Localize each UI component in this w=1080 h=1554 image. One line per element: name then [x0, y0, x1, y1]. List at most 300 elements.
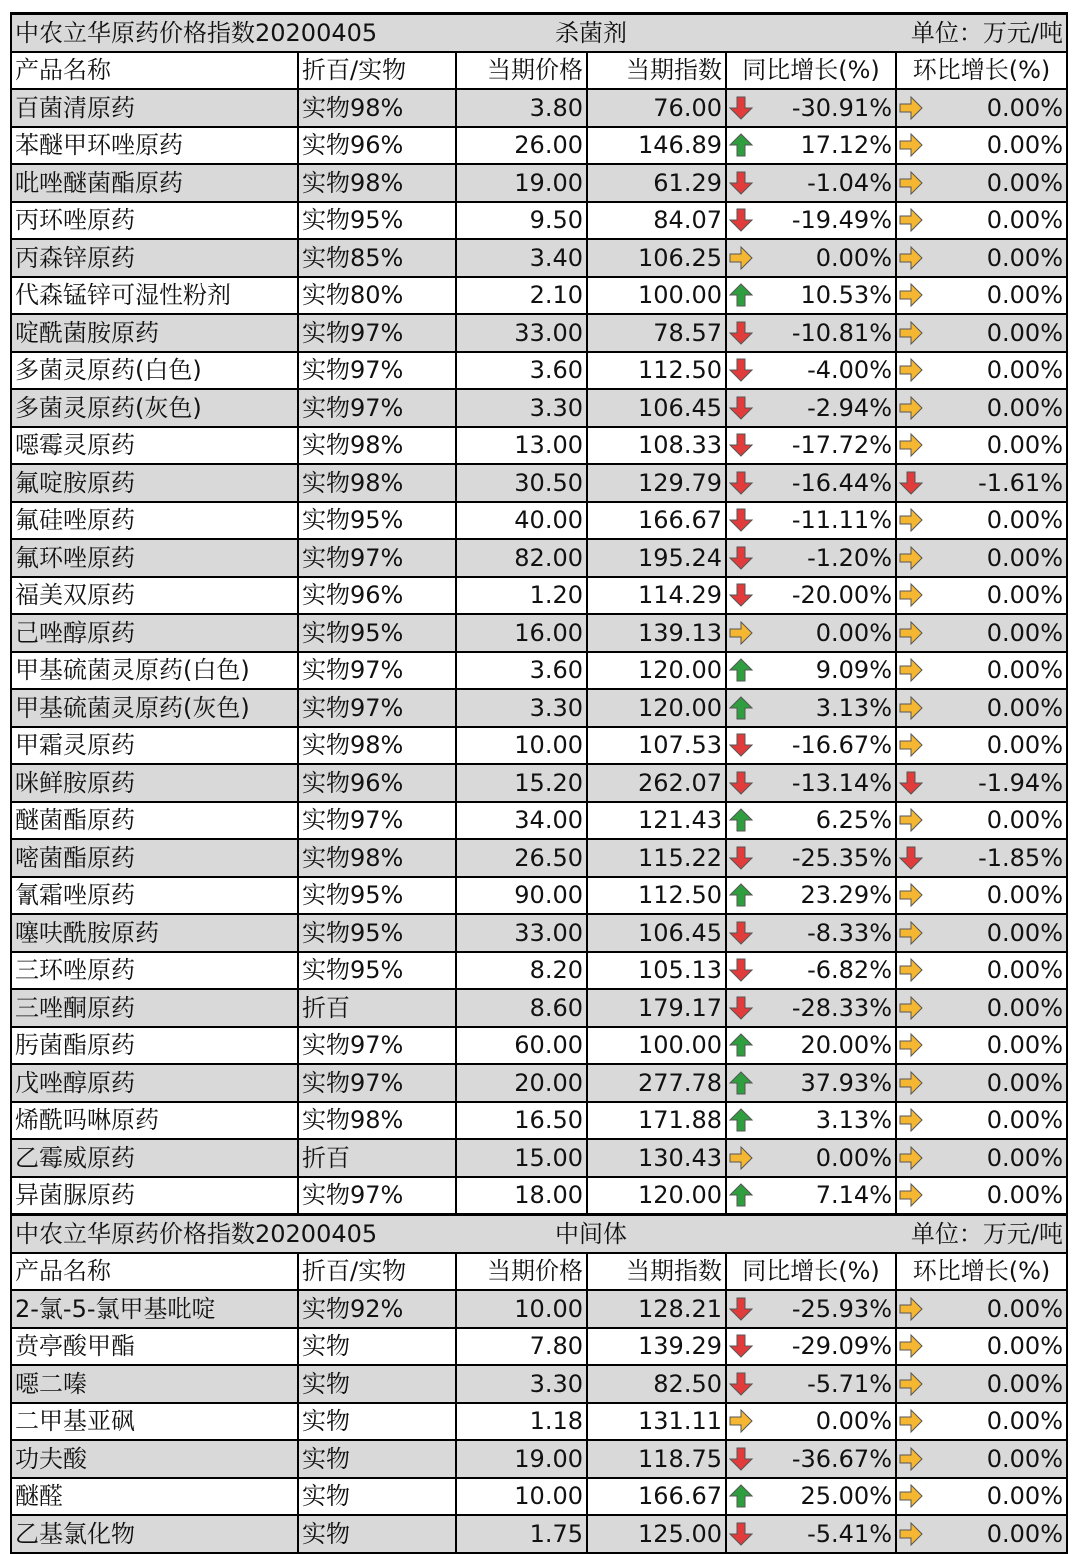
arrow-right-icon: [899, 733, 923, 757]
yoy-value: 3.13%: [815, 693, 892, 722]
mom-cell: [896, 314, 1067, 352]
price-cell: 40.00: [456, 502, 587, 540]
price-cell: 9.50: [456, 202, 587, 240]
product-name-cell: 醚醛: [11, 1478, 298, 1516]
arrow-down-icon: [729, 433, 753, 457]
table-row: [11, 277, 1067, 315]
index-cell: 120.00: [587, 689, 726, 727]
column-header: 环比增长(%): [896, 1253, 1067, 1291]
spec-cell: 实物80%: [298, 277, 456, 315]
mom-value: 0.00%: [986, 1407, 1063, 1436]
table-row: [11, 464, 1067, 502]
arrow-right-icon: [899, 1409, 923, 1433]
arrow-up-icon: [729, 1108, 753, 1132]
arrow-right-icon: [899, 208, 923, 232]
yoy-cell: [726, 839, 896, 877]
price-cell: 1.20: [456, 577, 587, 615]
table-row: [11, 989, 1067, 1027]
index-cell: 112.50: [587, 877, 726, 915]
table-row: [11, 89, 1067, 127]
product-name-cell: 甲基硫菌灵原药(白色): [11, 652, 298, 690]
product-name-cell: 甲基硫菌灵原药(灰色): [11, 689, 298, 727]
yoy-value: 0.00%: [815, 618, 892, 647]
yoy-value: 7.14%: [815, 1181, 892, 1210]
mom-cell: [896, 1328, 1067, 1366]
yoy-cell: [726, 1290, 896, 1328]
mom-value: 0.00%: [986, 1143, 1063, 1172]
index-cell: 112.50: [587, 352, 726, 390]
yoy-cell: [726, 1177, 896, 1215]
yoy-value: 3.13%: [815, 1106, 892, 1135]
arrow-down-icon: [729, 396, 753, 420]
mom-value: 0.00%: [986, 1106, 1063, 1135]
column-header: 产品名称: [11, 1253, 298, 1291]
yoy-value: -8.33%: [807, 918, 892, 947]
spec-cell: 实物95%: [298, 202, 456, 240]
arrow-down-icon: [729, 1334, 753, 1358]
table-row: [11, 1328, 1067, 1366]
price-cell: 90.00: [456, 877, 587, 915]
index-cell: 82.50: [587, 1365, 726, 1403]
mom-value: 0.00%: [986, 693, 1063, 722]
mom-cell: [896, 1177, 1067, 1215]
mom-value: 0.00%: [986, 1294, 1063, 1323]
arrow-right-icon: [899, 1183, 923, 1207]
arrow-up-icon: [729, 696, 753, 720]
product-name-cell: 醚菌酯原药: [11, 802, 298, 840]
arrow-down-icon: [729, 771, 753, 795]
mom-value: 0.00%: [986, 543, 1063, 572]
yoy-value: 37.93%: [800, 1068, 892, 1097]
mom-value: 0.00%: [986, 243, 1063, 272]
yoy-value: -36.67%: [791, 1444, 892, 1473]
arrow-right-icon: [899, 1146, 923, 1170]
mom-cell: [896, 952, 1067, 990]
spec-cell: 实物98%: [298, 839, 456, 877]
yoy-value: -25.35%: [791, 843, 892, 872]
arrow-down-icon: [729, 508, 753, 532]
mom-cell: [896, 577, 1067, 615]
column-header: 当期价格: [456, 1253, 587, 1291]
index-cell: 166.67: [587, 502, 726, 540]
mom-value: 0.00%: [986, 881, 1063, 910]
spec-cell: 实物98%: [298, 1102, 456, 1140]
yoy-cell: [726, 464, 896, 502]
mom-cell: [896, 202, 1067, 240]
arrow-down-icon: [729, 358, 753, 382]
table-row: [11, 1102, 1067, 1140]
index-cell: 107.53: [587, 727, 726, 765]
spec-cell: 实物97%: [298, 652, 456, 690]
price-cell: 16.50: [456, 1102, 587, 1140]
yoy-value: -13.14%: [791, 768, 892, 797]
table-row: [11, 764, 1067, 802]
product-name-cell: 肟菌酯原药: [11, 1027, 298, 1065]
section-category: 中间体: [456, 1215, 726, 1253]
column-header: 当期指数: [587, 52, 726, 90]
index-cell: 106.25: [587, 239, 726, 277]
arrow-down-icon: [729, 583, 753, 607]
index-cell: 262.07: [587, 764, 726, 802]
arrow-right-icon: [899, 921, 923, 945]
price-cell: 60.00: [456, 1027, 587, 1065]
yoy-value: -10.81%: [791, 318, 892, 347]
section-category: 杀菌剂: [456, 14, 726, 52]
table-row: [11, 389, 1067, 427]
spec-cell: 实物85%: [298, 239, 456, 277]
mom-cell: [896, 164, 1067, 202]
arrow-right-icon: [899, 996, 923, 1020]
yoy-value: -1.04%: [807, 168, 892, 197]
column-header: 同比增长(%): [726, 1253, 896, 1291]
mom-cell: [896, 689, 1067, 727]
spec-cell: 实物92%: [298, 1290, 456, 1328]
yoy-cell: [726, 314, 896, 352]
product-name-cell: 乙基氯化物: [11, 1515, 298, 1553]
index-cell: 179.17: [587, 989, 726, 1027]
mom-value: 0.00%: [986, 1181, 1063, 1210]
price-cell: 13.00: [456, 427, 587, 465]
price-index-sheet: [10, 12, 1066, 1554]
index-cell: 100.00: [587, 1027, 726, 1065]
mom-cell: [896, 877, 1067, 915]
product-name-cell: 甲霜灵原药: [11, 727, 298, 765]
index-cell: 120.00: [587, 652, 726, 690]
spec-cell: 实物95%: [298, 614, 456, 652]
arrow-right-icon: [729, 1146, 753, 1170]
arrow-down-icon: [729, 96, 753, 120]
price-index-table: [10, 12, 1068, 1554]
spec-cell: 实物97%: [298, 389, 456, 427]
index-cell: 84.07: [587, 202, 726, 240]
mom-cell: [896, 1290, 1067, 1328]
arrow-right-icon: [899, 508, 923, 532]
price-cell: 10.00: [456, 1290, 587, 1328]
yoy-cell: [726, 802, 896, 840]
spec-cell: 实物95%: [298, 952, 456, 990]
spec-cell: 实物97%: [298, 314, 456, 352]
arrow-right-icon: [899, 621, 923, 645]
product-name-cell: 烯酰吗啉原药: [11, 1102, 298, 1140]
price-cell: 33.00: [456, 314, 587, 352]
price-cell: 1.18: [456, 1403, 587, 1441]
product-name-cell: 氰霜唑原药: [11, 877, 298, 915]
price-cell: 3.30: [456, 1365, 587, 1403]
arrow-down-icon: [729, 471, 753, 495]
yoy-value: 20.00%: [800, 1031, 892, 1060]
arrow-right-icon: [899, 1447, 923, 1471]
price-cell: 7.80: [456, 1328, 587, 1366]
spec-cell: 折百: [298, 989, 456, 1027]
arrow-right-icon: [899, 283, 923, 307]
mom-value: 0.00%: [986, 1031, 1063, 1060]
mom-value: 0.00%: [986, 618, 1063, 647]
yoy-cell: [726, 652, 896, 690]
yoy-value: 17.12%: [800, 131, 892, 160]
mom-cell: [896, 277, 1067, 315]
arrow-right-icon: [729, 621, 753, 645]
spec-cell: 实物96%: [298, 764, 456, 802]
mom-value: 0.00%: [986, 1332, 1063, 1361]
yoy-cell: [726, 1064, 896, 1102]
mom-value: -1.85%: [978, 843, 1063, 872]
section-title: 中农立华原药价格指数20200405: [11, 14, 456, 52]
mom-cell: [896, 1064, 1067, 1102]
product-name-cell: 多菌灵原药(白色): [11, 352, 298, 390]
arrow-right-icon: [899, 133, 923, 157]
index-cell: 131.11: [587, 1403, 726, 1441]
yoy-value: -16.44%: [791, 468, 892, 497]
arrow-right-icon: [899, 958, 923, 982]
price-cell: 3.80: [456, 89, 587, 127]
yoy-cell: [726, 89, 896, 127]
arrow-right-icon: [899, 246, 923, 270]
table-row: [11, 577, 1067, 615]
arrow-down-icon: [729, 1297, 753, 1321]
price-cell: 3.30: [456, 689, 587, 727]
price-cell: 33.00: [456, 914, 587, 952]
column-header-row: [11, 52, 1067, 90]
mom-value: 0.00%: [986, 318, 1063, 347]
mom-cell: [896, 839, 1067, 877]
arrow-up-icon: [729, 1071, 753, 1095]
table-row: [11, 1177, 1067, 1215]
spec-cell: 实物98%: [298, 427, 456, 465]
arrow-right-icon: [899, 1071, 923, 1095]
arrow-right-icon: [899, 1484, 923, 1508]
product-name-cell: 氟硅唑原药: [11, 502, 298, 540]
product-name-cell: 多菌灵原药(灰色): [11, 389, 298, 427]
price-cell: 3.60: [456, 652, 587, 690]
index-cell: 166.67: [587, 1478, 726, 1516]
index-cell: 61.29: [587, 164, 726, 202]
mom-value: 0.00%: [986, 656, 1063, 685]
table-row: [11, 1478, 1067, 1516]
index-cell: 76.00: [587, 89, 726, 127]
price-cell: 3.60: [456, 352, 587, 390]
spec-cell: 实物97%: [298, 802, 456, 840]
arrow-right-icon: [899, 883, 923, 907]
arrow-right-icon: [899, 433, 923, 457]
product-name-cell: 己唑醇原药: [11, 614, 298, 652]
price-cell: 20.00: [456, 1064, 587, 1102]
yoy-cell: [726, 764, 896, 802]
mom-cell: [896, 89, 1067, 127]
section-unit: 单位：万元/吨: [726, 14, 1067, 52]
spec-cell: 实物98%: [298, 727, 456, 765]
arrow-right-icon: [899, 546, 923, 570]
mom-value: 0.00%: [986, 206, 1063, 235]
price-cell: 30.50: [456, 464, 587, 502]
yoy-cell: [726, 989, 896, 1027]
arrow-right-icon: [899, 1372, 923, 1396]
mom-cell: [896, 1478, 1067, 1516]
mom-value: 0.00%: [986, 581, 1063, 610]
product-name-cell: 啶酰菌胺原药: [11, 314, 298, 352]
mom-cell: [896, 1027, 1067, 1065]
arrow-right-icon: [899, 1108, 923, 1132]
arrow-right-icon: [899, 171, 923, 195]
arrow-right-icon: [899, 658, 923, 682]
price-cell: 18.00: [456, 1177, 587, 1215]
column-header: 同比增长(%): [726, 52, 896, 90]
yoy-value: -5.41%: [807, 1519, 892, 1548]
table-row: [11, 1440, 1067, 1478]
table-row: [11, 1139, 1067, 1177]
arrow-down-icon: [729, 208, 753, 232]
mom-cell: [896, 127, 1067, 165]
arrow-down-icon: [729, 733, 753, 757]
index-cell: 128.21: [587, 1290, 726, 1328]
yoy-value: 23.29%: [800, 881, 892, 910]
mom-value: 0.00%: [986, 1369, 1063, 1398]
price-cell: 1.75: [456, 1515, 587, 1553]
section-title: 中农立华原药价格指数20200405: [11, 1215, 456, 1253]
product-name-cell: 百菌清原药: [11, 89, 298, 127]
mom-value: 0.00%: [986, 993, 1063, 1022]
mom-value: -1.61%: [978, 468, 1063, 497]
yoy-cell: [726, 127, 896, 165]
arrow-up-icon: [729, 133, 753, 157]
price-cell: 10.00: [456, 1478, 587, 1516]
yoy-value: -1.20%: [807, 543, 892, 572]
column-header: 当期指数: [587, 1253, 726, 1291]
spec-cell: 实物98%: [298, 89, 456, 127]
arrow-down-icon: [729, 321, 753, 345]
yoy-value: -16.67%: [791, 731, 892, 760]
mom-cell: [896, 539, 1067, 577]
yoy-cell: [726, 1102, 896, 1140]
mom-value: 0.00%: [986, 918, 1063, 947]
mom-value: 0.00%: [986, 356, 1063, 385]
arrow-right-icon: [899, 808, 923, 832]
yoy-cell: [726, 1328, 896, 1366]
index-cell: 106.45: [587, 914, 726, 952]
spec-cell: 实物95%: [298, 502, 456, 540]
arrow-up-icon: [729, 1484, 753, 1508]
yoy-cell: [726, 539, 896, 577]
price-cell: 19.00: [456, 1440, 587, 1478]
arrow-up-icon: [729, 658, 753, 682]
index-cell: 146.89: [587, 127, 726, 165]
mom-value: 0.00%: [986, 806, 1063, 835]
arrow-down-icon: [729, 921, 753, 945]
product-name-cell: 氟环唑原药: [11, 539, 298, 577]
column-header-row: [11, 1253, 1067, 1291]
yoy-cell: [726, 727, 896, 765]
arrow-down-icon: [729, 1447, 753, 1471]
table-row: [11, 539, 1067, 577]
price-cell: 82.00: [456, 539, 587, 577]
spec-cell: 实物96%: [298, 577, 456, 615]
index-cell: 139.29: [587, 1328, 726, 1366]
index-cell: 105.13: [587, 952, 726, 990]
index-cell: 139.13: [587, 614, 726, 652]
arrow-up-icon: [729, 1183, 753, 1207]
spec-cell: 实物: [298, 1515, 456, 1553]
yoy-cell: [726, 952, 896, 990]
mom-value: 0.00%: [986, 93, 1063, 122]
index-cell: 195.24: [587, 539, 726, 577]
price-cell: 2.10: [456, 277, 587, 315]
yoy-cell: [726, 352, 896, 390]
yoy-value: 0.00%: [815, 1407, 892, 1436]
product-name-cell: 吡唑醚菌酯原药: [11, 164, 298, 202]
price-cell: 15.20: [456, 764, 587, 802]
mom-value: 0.00%: [986, 131, 1063, 160]
column-header: 折百/实物: [298, 1253, 456, 1291]
index-cell: 130.43: [587, 1139, 726, 1177]
mom-value: 0.00%: [986, 1444, 1063, 1473]
mom-cell: [896, 427, 1067, 465]
mom-cell: [896, 1365, 1067, 1403]
mom-cell: [896, 1139, 1067, 1177]
table-row: [11, 689, 1067, 727]
mom-cell: [896, 352, 1067, 390]
index-cell: 129.79: [587, 464, 726, 502]
yoy-cell: [726, 877, 896, 915]
table-row: [11, 239, 1067, 277]
yoy-cell: [726, 1365, 896, 1403]
mom-value: 0.00%: [986, 281, 1063, 310]
spec-cell: 实物: [298, 1365, 456, 1403]
price-cell: 26.50: [456, 839, 587, 877]
product-name-cell: 咪鲜胺原药: [11, 764, 298, 802]
yoy-value: -17.72%: [791, 431, 892, 460]
index-cell: 121.43: [587, 802, 726, 840]
arrow-down-icon: [899, 846, 923, 870]
index-cell: 115.22: [587, 839, 726, 877]
product-name-cell: 代森锰锌可湿性粉剂: [11, 277, 298, 315]
table-row: [11, 427, 1067, 465]
mom-cell: [896, 914, 1067, 952]
yoy-cell: [726, 389, 896, 427]
mom-cell: [896, 1440, 1067, 1478]
yoy-value: 10.53%: [800, 281, 892, 310]
spec-cell: 实物97%: [298, 1177, 456, 1215]
index-cell: 277.78: [587, 1064, 726, 1102]
yoy-cell: [726, 239, 896, 277]
mom-cell: [896, 389, 1067, 427]
arrow-down-icon: [729, 171, 753, 195]
mom-value: 0.00%: [986, 956, 1063, 985]
arrow-up-icon: [729, 808, 753, 832]
arrow-right-icon: [899, 321, 923, 345]
product-name-cell: 噻呋酰胺原药: [11, 914, 298, 952]
arrow-right-icon: [899, 96, 923, 120]
mom-value: 0.00%: [986, 506, 1063, 535]
product-name-cell: 功夫酸: [11, 1440, 298, 1478]
arrow-right-icon: [899, 358, 923, 382]
table-row: [11, 839, 1067, 877]
yoy-value: 0.00%: [815, 1143, 892, 1172]
spec-cell: 实物98%: [298, 464, 456, 502]
product-name-cell: 丙森锌原药: [11, 239, 298, 277]
yoy-cell: [726, 164, 896, 202]
mom-cell: [896, 464, 1067, 502]
arrow-down-icon: [899, 471, 923, 495]
table-row: [11, 914, 1067, 952]
index-cell: 108.33: [587, 427, 726, 465]
yoy-value: -20.00%: [791, 581, 892, 610]
table-row: [11, 314, 1067, 352]
arrow-down-icon: [899, 771, 923, 795]
arrow-right-icon: [899, 696, 923, 720]
arrow-right-icon: [899, 583, 923, 607]
product-name-cell: 戊唑醇原药: [11, 1064, 298, 1102]
product-name-cell: 乙霉威原药: [11, 1139, 298, 1177]
yoy-value: -19.49%: [791, 206, 892, 235]
